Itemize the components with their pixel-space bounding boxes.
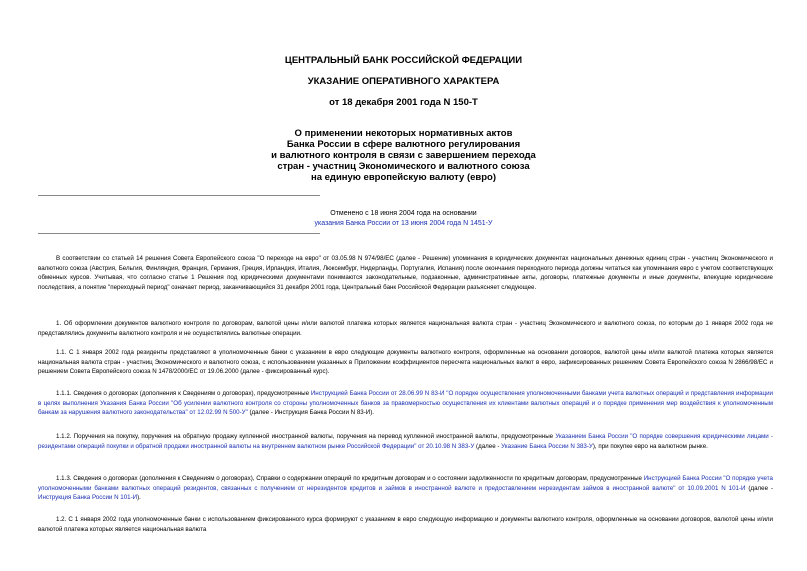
- document-title-line: и валютного контроля в связи с завершением перехода: [271, 150, 536, 161]
- paragraph-1: [38, 319, 773, 338]
- intro-paragraph: [38, 254, 773, 292]
- paragraph-1-1-3: [38, 474, 773, 503]
- cancellation-note-link-wrap: [0, 218, 807, 229]
- paragraph-1-2: [38, 515, 773, 534]
- paragraph-text: ).: [137, 494, 141, 501]
- document-title-line: Банка России в сфере валютного регулирования: [286, 139, 521, 150]
- paragraph-1-1: [38, 348, 773, 377]
- intro-text: В соответствии со статьей 14 решения Совета Европейского союза "О переходе на евро" от 03.05.98 N 974/98/ЕС (далее - Решение) упоминания в юридических документах национальных денежных единиц стран - участниц Экономического и валютного союза (Австрия, Бельгия, Финляндия, Франция, Германия, Греция, Ирландия, Италия, Люксембург, Нидерланды, Португалия, Испания) после окончания переходного периода должны читаться как упоминания евро с учетом соответствующих обменных курсов. Учитывая, что согласно статье 1 Решения под юридическими документами понимаются законодательные, подзаконные, административные акты, договоры, платежные документы и иные документы, влекущие юридические последствия, а понятие "переходный период" означает период, заканчивающийся 31 декабря 2001 года, Центральный банк Российской Федерации разъясняет следующее.: [38, 255, 773, 291]
- separator-line: [38, 233, 320, 234]
- paragraph-text: (далее - Инструкция Банка России N 83-И).: [247, 409, 375, 416]
- paragraph-1-2-text: 1.2. С 1 января 2002 года уполномоченные банки с использованием фиксированного курса формируют с указанием в евро следующую информацию и документы валютного контроля, оформленные на основании договоров, валютой цены и/или валютой платежа которых является национальная валюта: [38, 516, 773, 533]
- document-title-line: на единую европейскую валюту (евро): [310, 172, 497, 183]
- instruction-101i-link[interactable]: Инструкцией Банка России "О порядке учета уполномоченными банками валютных операций резидентов, связанных с получением от нерезидентов кредитов и займов в иностранной валюте и предоставлением нерезидентам займов в иностранной валюте" от 10.09.2001 N 101-И: [38, 475, 773, 492]
- cancellation-link[interactable]: указания Банка России от 13 июня 2004 года N 1451-У: [314, 220, 493, 227]
- document-title-line: О применении некоторых нормативных актов: [294, 128, 513, 139]
- paragraph-text: 1.1.3. Сведения о договорах (дополнения к Сведениям о договорах), Справки о содержании операций по кредитным договорам и о состоянии задолженности по кредитным договорам, предусмотренные: [56, 475, 644, 482]
- paragraph-1-1-text: 1.1. С 1 января 2002 года резиденты представляют в уполномоченные банки с указанием в евро следующие документы валютного контроля, оформленные на основании договоров, валютой цены и/или валютой платежа которых является национальная валюта стран - участниц Экономического и валютного союза, с использованием указанных в Приложении коэффициентов пересчета национальных валют в евро, зафиксированных решением Совета Европейского союза N 2866/98/ЕС и решением Совета Европейского союза N 1478/2000/ЕС от 19.06.2000 (далее - фиксированный курс).: [38, 349, 773, 375]
- cancellation-note: Отменено с 18 июня 2004 года на основании: [330, 210, 477, 217]
- instruction-83i-link[interactable]: Инструкцией Банка России от 28.06.99 N 83-И "О порядке осуществления уполномоченными банками учета валютных операций и представления информации в целях выполнения Указания Банка России "Об усилении валютного контроля со стороны уполномоченных банков за правомерностью осуществления их клиентами валютных операций и о порядке применения мер воздействия к уполномоченным банкам за нарушения валютного законодательства" от 12.02.99 N 500-У": [38, 390, 773, 416]
- paragraph-text: (далее -: [474, 442, 502, 450]
- document-title-line: стран - участниц Экономического и валютного союза: [277, 161, 530, 172]
- separator-line: [38, 195, 320, 196]
- paragraph-1-1-2: [38, 432, 773, 451]
- paragraph-text: ), при покупке евро на валютном рынке.: [592, 442, 708, 450]
- paragraph-text: 1.1.1. Сведения о договорах (дополнения к Сведениям о договорах), предусмотренные: [56, 390, 311, 397]
- paragraph-text: 1.1.2. Поручения на покупку, поручения на обратную продажу купленной иностранной валюты, поручения на перевод купленной иностранной валюты, предусмотренные: [56, 433, 556, 440]
- document-type-heading: УКАЗАНИЕ ОПЕРАТИВНОГО ХАРАКТЕРА: [307, 76, 500, 87]
- document-date-number: от 18 декабря 2001 года N 150-Т: [329, 97, 478, 108]
- instruction-101i-short-link[interactable]: Инструкция Банка России N 101-И: [38, 494, 138, 501]
- paragraph-1-1-1: [38, 389, 773, 418]
- directive-383u-short-link[interactable]: Указание Банка России N 383-У: [501, 442, 593, 450]
- paragraph-text: (далее -: [745, 484, 774, 492]
- bank-name-heading: ЦЕНТРАЛЬНЫЙ БАНК РОССИЙСКОЙ ФЕДЕРАЦИИ: [284, 55, 523, 66]
- paragraph-1-text: 1. Об оформлении документов валютного контроля по договорам, валютой цены и/или валютой платежа которых является национальная валюта стран - участниц Экономического и валютного союза, по которым до 1 января 2002 года не представлялись документы валютного контроля и не осуществлялись валютные операции.: [38, 320, 773, 337]
- directive-383u-link[interactable]: Указанием Банка России "О порядке совершения юридическими лицами - резидентами операций покупки и обратной продажи иностранной валюты на внутреннем валютном рынке Российской Федерации" от 20.10.98 N 383-У: [38, 433, 773, 450]
